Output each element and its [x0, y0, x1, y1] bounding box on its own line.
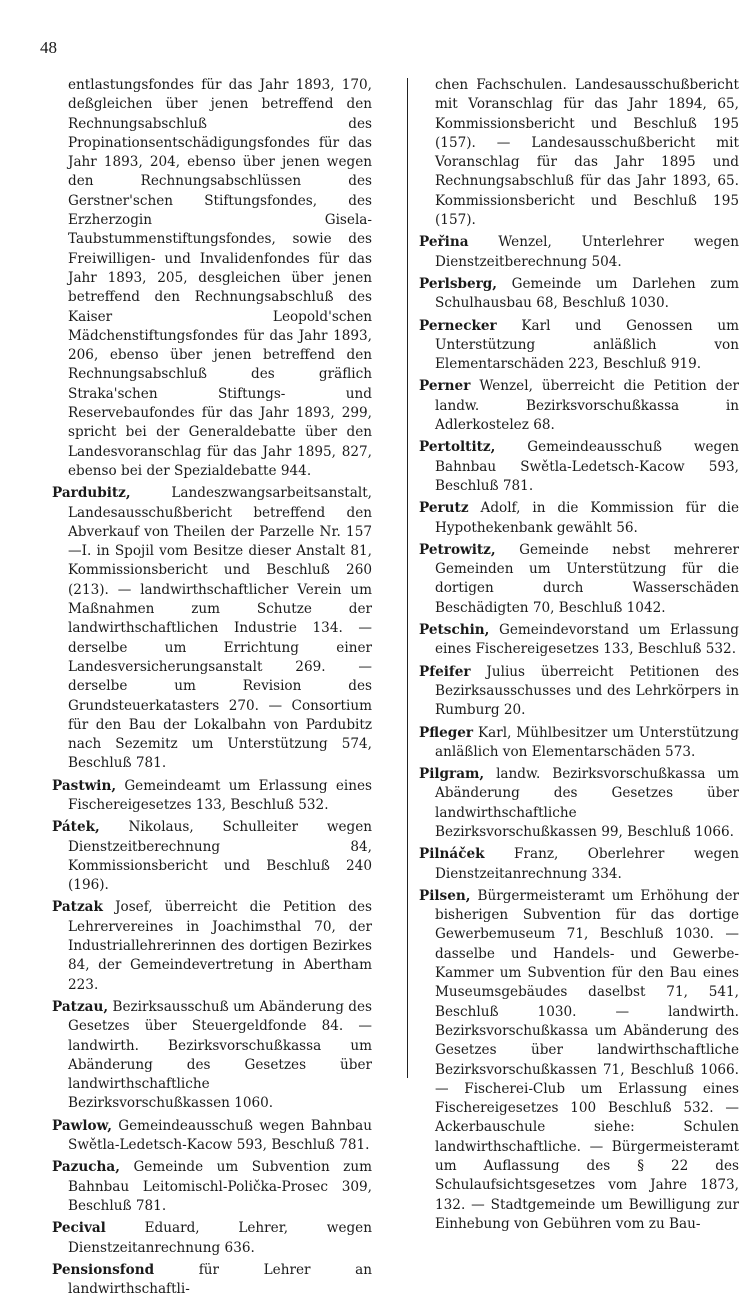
index-entry: Perutz Adolf, in die Kommission für die Hypothekenbank gewählt 56.: [419, 500, 739, 536]
index-entry: Pfeifer Julius überreicht Petitionen des Bezirksausschusses und des Lehrkörpers in Rumburg 20.: [419, 663, 739, 719]
index-entry: Pernecker Karl und Genossen um Unterstützung anläßlich von Elementarschäden 223, Beschluß 919.: [419, 317, 739, 373]
index-entry: Pátek, Nikolaus, Schulleiter wegen Dienstzeitberechnung 84, Kommissionsbericht und Beschluß 240 (196).: [52, 819, 372, 894]
index-entry: Pensionsfond für Lehrer an landwirthschaftli-: [52, 1261, 372, 1298]
index-entry: Pilsen, Bürgermeisteramt um Erhöhung der bisherigen Subvention für das dortige Gewerbemuseum 71, Beschluß 1030. — dasselbe und Handels- und Gewerbe-Kammer um Subvention für den Bau eines Museumsgebäudes daselbst 71, 541, Beschluß 1030. — landwirth. Bezirksvorschußkassa um Abänderung des Gesetzes über landwirthschaftliche Bezirksvorschußkassen 71, Beschluß 1066. — Fischerei-Club um Erlassung eines Fischereigesetzes 100 Beschluß 532. — Ackerbauschule siehe: Schulen landwirthschaftliche. — Bürgermeisteramt um Auflassung des § 22 des Schulaufsichtsgesetzes vom Jahre 1873, 132. — Stadtgemeinde um Bewilligung zur Einhebung von Gebühren vom zu Bau-: [419, 887, 739, 1232]
index-entry: Pecival Eduard, Lehrer, wegen Dienstzeitanrechnung 636.: [52, 1220, 372, 1256]
index-entry: Pastwin, Gemeindeamt um Erlassung eines Fischereigesetzes 133, Beschluß 532.: [52, 777, 372, 813]
index-entry: entlastungsfondes für das Jahr 1893, 170, deßgleichen über jenen betreffend den Rechnungsabschluß des Propinationsentschädigungsfondes für das Jahr 1893, 204, ebenso über jenen wegen den Rechnungsabschlüssen des Gerstner'schen Stiftungsfondes, des Erzherzogin Gisela-Taubstummenstiftungsfondes, sowie des Freiwilligen- und Invalidenfondes für das Jahr 1893, 205, desgleichen über jenen betreffend den Rechnungsabschluß des Kaiser Leopold'schen Mädchenstiftungsfondes für das Jahr 1893, 206, ebenso über jenen betreffend den Rechnungsabschluß des gräflich Straka'schen Stiftungs- und Reservebaufondes für das Jahr 1893, 299, spricht bei der Generaldebatte über den Landesvoranschlag für das Jahr 1895, 827, ebenso bei der Spezialdebatte 944.: [68, 77, 372, 479]
index-entry: Pilgram, landw. Bezirksvorschußkassa um Abänderung des Gesetzes über landwirthschaftliche Bezirksvorschußkassen 99, Beschluß 1066.: [419, 766, 739, 840]
index-entry: Petschin, Gemeindevorstand um Erlassung eines Fischereigesetzes 133, Beschluß 532.: [419, 622, 739, 658]
page-number: 48: [40, 38, 57, 57]
index-entry: Pfleger Karl, Mühlbesitzer um Unterstützung anläßlich von Elementarschäden 573.: [419, 724, 739, 760]
column-divider: [407, 78, 408, 1078]
index-entry: Pardubitz, Landeszwangsarbeitsanstalt, Landesausschußbericht betreffend den Abverkauf von Theilen der Parzelle Nr. 157—I. in Spojil vom Besitze dieser Anstalt 81, Kommissionsbericht und Beschluß 260 (213). — landwirthschaftlicher Verein um Maßnahmen zum Schutze der landwirthschaftlichen Industrie 134. — derselbe um Errichtung einer Landesversicherungsanstalt 269. — derselbe um Revision des Grundsteuerkatasters 270. — Consortium für den Bau der Lokalbahn von Pardubitz nach Sezemitz um Unterstützung 574, Beschluß 781.: [52, 485, 372, 772]
right-column: [419, 76, 739, 1237]
left-column: [52, 76, 372, 1302]
index-entry: Peřina Wenzel, Unterlehrer wegen Dienstzeitberechnung 504.: [419, 234, 739, 270]
index-entry: Pawlow, Gemeindeausschuß wegen Bahnbau Swětla-Ledetsch-Kacow 593, Beschluß 781.: [52, 1117, 372, 1154]
index-entry: Perlsberg, Gemeinde um Darlehen zum Schulhausbau 68, Beschluß 1030.: [419, 275, 739, 312]
index-entry: Patzau, Bezirksausschuß um Abänderung des Gesetzes über Steuergeldfonde 84. — landwirth. Bezirksvorschußkassa um Abänderung des Gesetzes über landwirthschaftliche Bezirksvorschußkassen 1060.: [52, 998, 372, 1112]
index-entry: Perner Wenzel, überreicht die Petition der landw. Bezirksvorschußkassa in Adlerkostelez 68.: [419, 378, 739, 434]
index-entry: Pertoltitz, Gemeindeausschuß wegen Bahnbau Swětla-Ledetsch-Kacow 593, Beschluß 781.: [419, 439, 739, 494]
index-entry: Pilnáček Franz, Oberlehrer wegen Dienstzeitanrechnung 334.: [419, 846, 739, 882]
index-entry: Patzak Josef, überreicht die Petition des Lehrervereines in Joachimsthal 70, der Industriallehrerinnen des dortigen Bezirkes 84, der Gemeindevertretung in Abertham 223.: [52, 899, 372, 993]
index-entry: Petrowitz, Gemeinde nebst mehrerer Gemeinden um Unterstützung für die dortigen durch Wasserschäden Beschädigten 70, Beschluß 1042.: [419, 541, 739, 616]
index-entry: chen Fachschulen. Landesausschußbericht mit Voranschlag für das Jahr 1894, 65, Kommissionsbericht und Beschluß 195 (157). — Landesausschußbericht mit Voranschlag für das Jahr 1895 und Rechnungsabschluß für das Jahr 1893, 65. Kommissionsbericht und Beschluß 195 (157).: [435, 77, 739, 229]
index-entry: Pazucha, Gemeinde um Subvention zum Bahnbau Leitomischl-Polička-Prosec 309, Beschluß 781.: [52, 1159, 372, 1214]
